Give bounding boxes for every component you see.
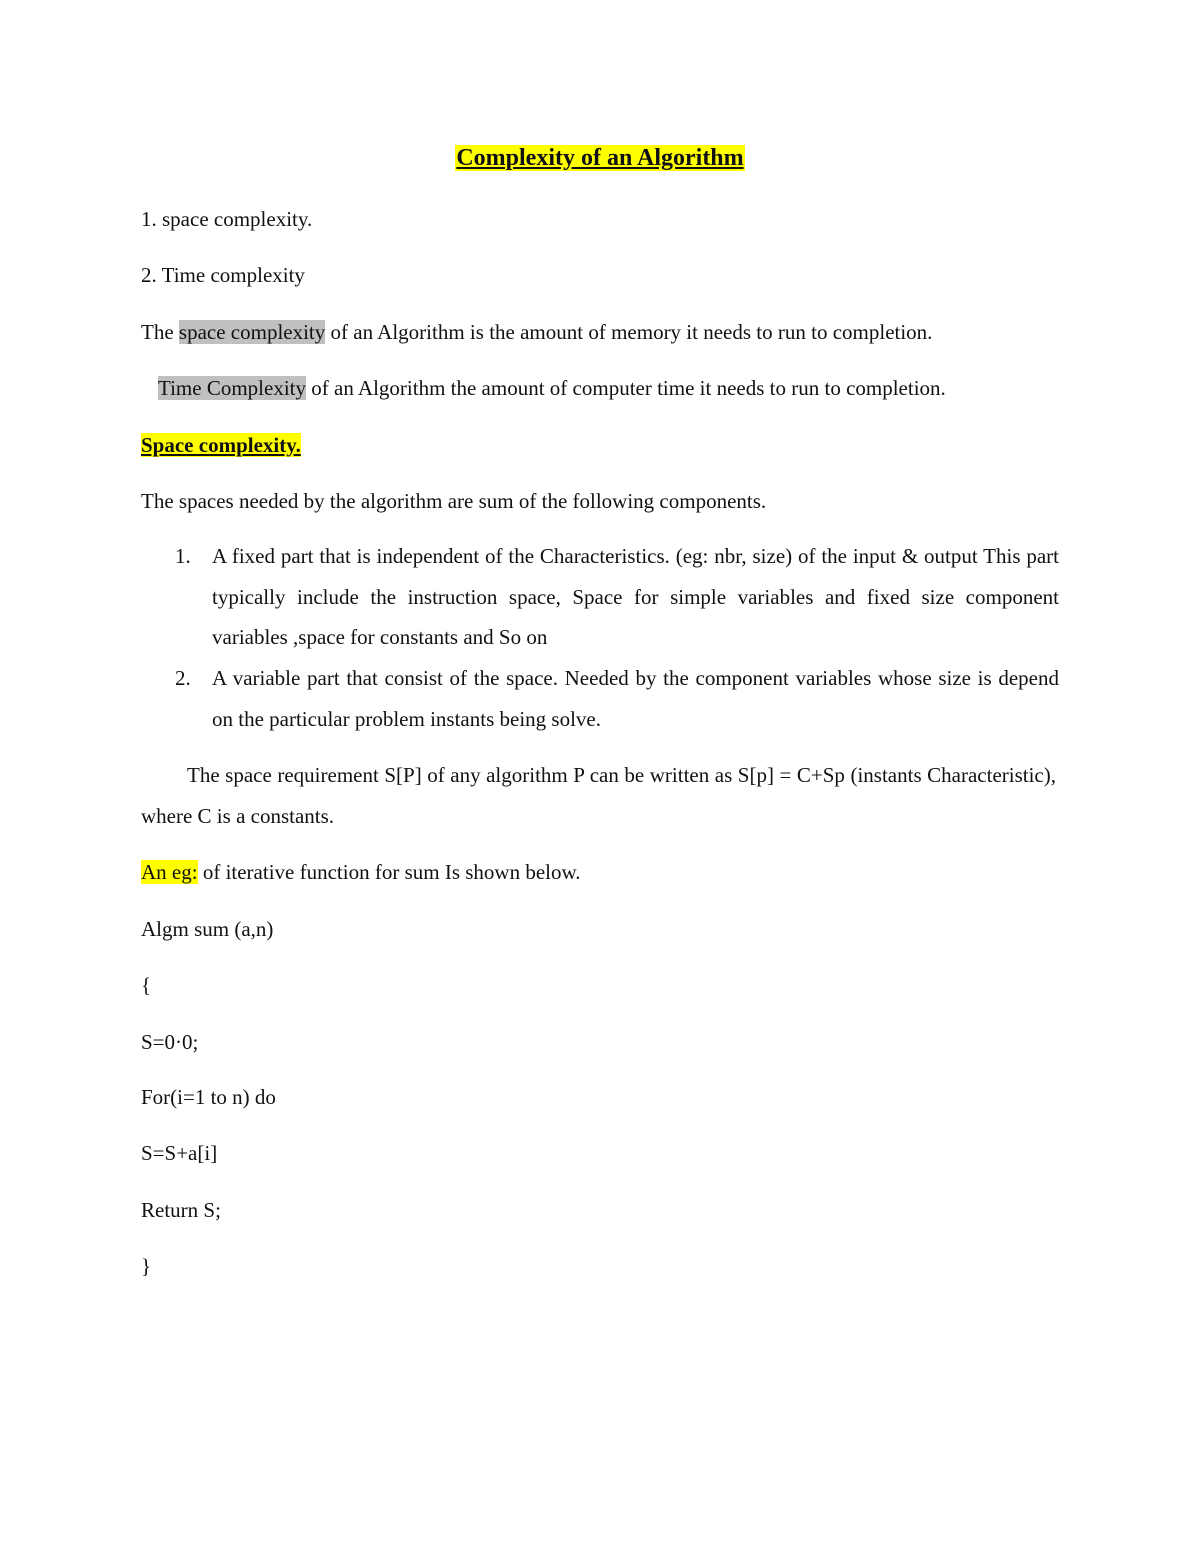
intro-item-space: 1. space complexity.	[141, 207, 313, 231]
code-line: Return S;	[141, 1198, 221, 1222]
space-complexity-definition	[141, 318, 932, 346]
code-line: S=S+a[i]	[141, 1141, 218, 1165]
code-line: }	[141, 1254, 152, 1278]
space-requirement-paragraph: The space requirement S[P] of any algorithm P can be written as S[p] = C+Sp (instants Characteristic), where C is a constants.	[141, 763, 1056, 828]
code-line: For(i=1 to n) do	[141, 1085, 276, 1109]
space-complexity-term: space complexity	[178, 320, 326, 344]
list-number: 2.	[175, 666, 191, 690]
example-text: of iterative function for sum Is shown below.	[197, 860, 581, 884]
code-line: S=0·0;	[141, 1030, 199, 1054]
definition-text: of an Algorithm is the amount of memory it needs to run to completion.	[325, 320, 933, 344]
code-line: Algm sum (a,n)	[141, 917, 274, 941]
list-text: A fixed part that is independent of the Characteristics. (eg: nbr, size) of the input & output This part typically include the instruction space, Space for simple variables and fixed size component variables ,space for constants and So on	[212, 544, 1059, 649]
definition-text: of an Algorithm the amount of computer time it needs to run to completion.	[306, 376, 946, 400]
list-number: 1.	[175, 544, 191, 568]
components-intro: The spaces needed by the algorithm are sum of the following components.	[141, 489, 767, 513]
code-line: {	[141, 973, 152, 997]
list-text: A variable part that consist of the space. Needed by the component variables whose size is depend on the particular problem instants being solve.	[212, 666, 1059, 731]
example-intro	[141, 858, 581, 886]
section-heading	[141, 431, 301, 459]
time-complexity-definition	[158, 374, 946, 402]
example-term: An eg:	[141, 860, 198, 884]
title-text: Complexity of an Algorithm	[456, 145, 744, 171]
section-heading-text: Space complexity.	[141, 433, 301, 457]
definition-prefix: The	[141, 320, 179, 344]
intro-item-time: 2. Time complexity	[141, 263, 305, 287]
time-complexity-term: Time Complexity	[158, 376, 306, 400]
document-title	[0, 143, 1200, 173]
